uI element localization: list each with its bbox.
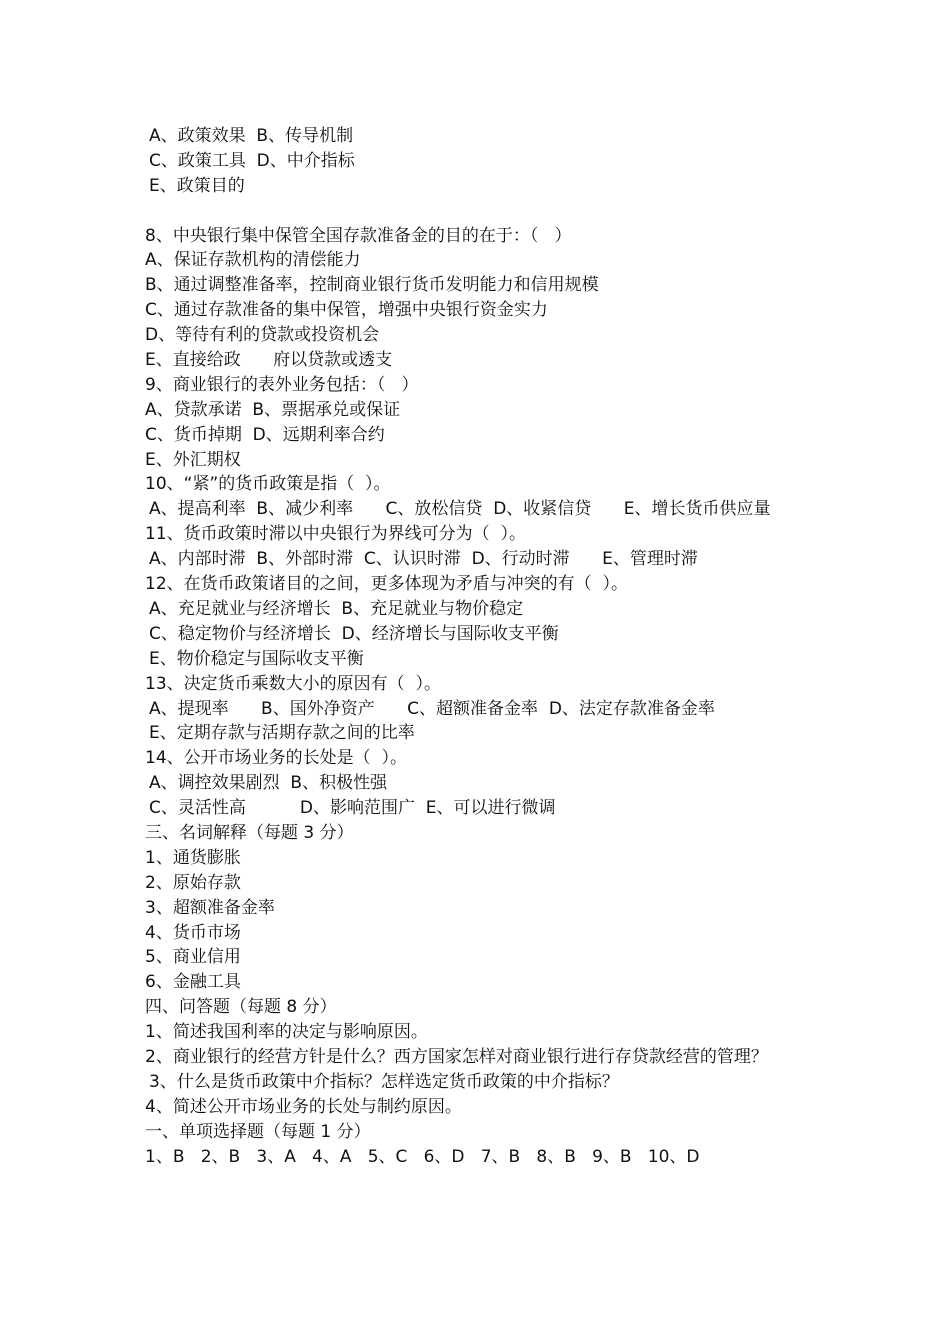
text-line: 9、商业银行的表外业务包括：（ ） bbox=[145, 374, 419, 395]
text-line: 11、货币政策时滞以中央银行为界线可分为（ ）。 bbox=[145, 524, 526, 545]
text-line: C、货币掉期 D、远期利率合约 bbox=[145, 424, 385, 445]
text-line: 3、什么是货币政策中介指标？怎样选定货币政策的中介指标？ bbox=[149, 1071, 619, 1092]
text-line: C、稳定物价与经济增长 D、经济增长与国际收支平衡 bbox=[149, 623, 559, 644]
document-body bbox=[145, 124, 825, 1169]
text-line: E、定期存款与活期存款之间的比率 bbox=[149, 723, 415, 744]
text-line: E、物价稳定与国际收支平衡 bbox=[149, 648, 364, 669]
text-line: 1、B 2、B 3、A 4、A 5、C 6、D 7、B 8、B 9、B 10、D bbox=[145, 1146, 700, 1167]
text-line: A、贷款承诺 B、票据承兑或保证 bbox=[145, 399, 401, 420]
text-line: 2、原始存款 bbox=[145, 872, 241, 893]
text-line: 10、“紧”的货币政策是指（ ）。 bbox=[145, 474, 391, 495]
text-line: 5、商业信用 bbox=[145, 947, 241, 968]
text-line: A、提现率 B、国外净资产 C、超额准备金率 D、法定存款准备金率 bbox=[149, 698, 715, 719]
text-line: A、调控效果剧烈 B、积极性强 bbox=[149, 773, 388, 794]
text-line: 12、在货币政策诸目的之间，更多体现为矛盾与冲突的有（ ）。 bbox=[145, 574, 628, 595]
text-line: A、提高利率 B、减少利率 C、放松信贷 D、收紧信贷 E、增长货币供应量 bbox=[149, 499, 771, 520]
text-line: A、内部时滞 B、外部时滞 C、认识时滞 D、行动时滞 E、管理时滞 bbox=[149, 549, 698, 570]
text-line: E、直接给政 府以贷款或透支 bbox=[145, 350, 393, 371]
text-line: D、等待有利的贷款或投资机会 bbox=[145, 325, 380, 346]
text-line: 1、简述我国利率的决定与影响原因。 bbox=[145, 1022, 428, 1043]
text-line: 3、超额准备金率 bbox=[145, 897, 275, 918]
text-line: C、通过存款准备的集中保管，增强中央银行资金实力 bbox=[145, 300, 548, 321]
text-line: 1、通货膨胀 bbox=[145, 847, 241, 868]
text-line: 8、中央银行集中保管全国存款准备金的目的在于：（ ） bbox=[145, 225, 572, 246]
text-line: 一、单项选择题（每题 1 分） bbox=[145, 1121, 371, 1142]
text-line: C、政策工具 D、中介指标 bbox=[149, 150, 355, 171]
text-line: 四、问答题（每题 8 分） bbox=[145, 997, 337, 1018]
text-line: A、保证存款机构的清偿能力 bbox=[145, 250, 361, 271]
blank-line bbox=[145, 199, 825, 224]
text-line: B、通过调整准备率，控制商业银行货币发明能力和信用规模 bbox=[145, 275, 599, 296]
text-line: 三、名词解释（每题 3 分） bbox=[145, 822, 354, 843]
text-line: A、充足就业与经济增长 B、充足就业与物价稳定 bbox=[149, 598, 524, 619]
text-line: A、政策效果 B、传导机制 bbox=[149, 126, 354, 146]
text-line: 13、决定货币乘数大小的原因有（ ）。 bbox=[145, 673, 441, 694]
text-line: E、外汇期权 bbox=[145, 449, 241, 470]
text-line: E、政策目的 bbox=[149, 175, 245, 196]
text-line: 4、简述公开市场业务的长处与制约原因。 bbox=[145, 1096, 462, 1117]
text-line: C、灵活性高 D、影响范围广 E、可以进行微调 bbox=[149, 798, 556, 819]
text-line: 4、货币市场 bbox=[145, 922, 241, 943]
text-line: 14、公开市场业务的长处是（ ）。 bbox=[145, 748, 407, 769]
text-line: 6、金融工具 bbox=[145, 972, 241, 993]
text-line: 2、商业银行的经营方针是什么？西方国家怎样对商业银行进行存贷款经营的管理？ bbox=[145, 1046, 768, 1067]
